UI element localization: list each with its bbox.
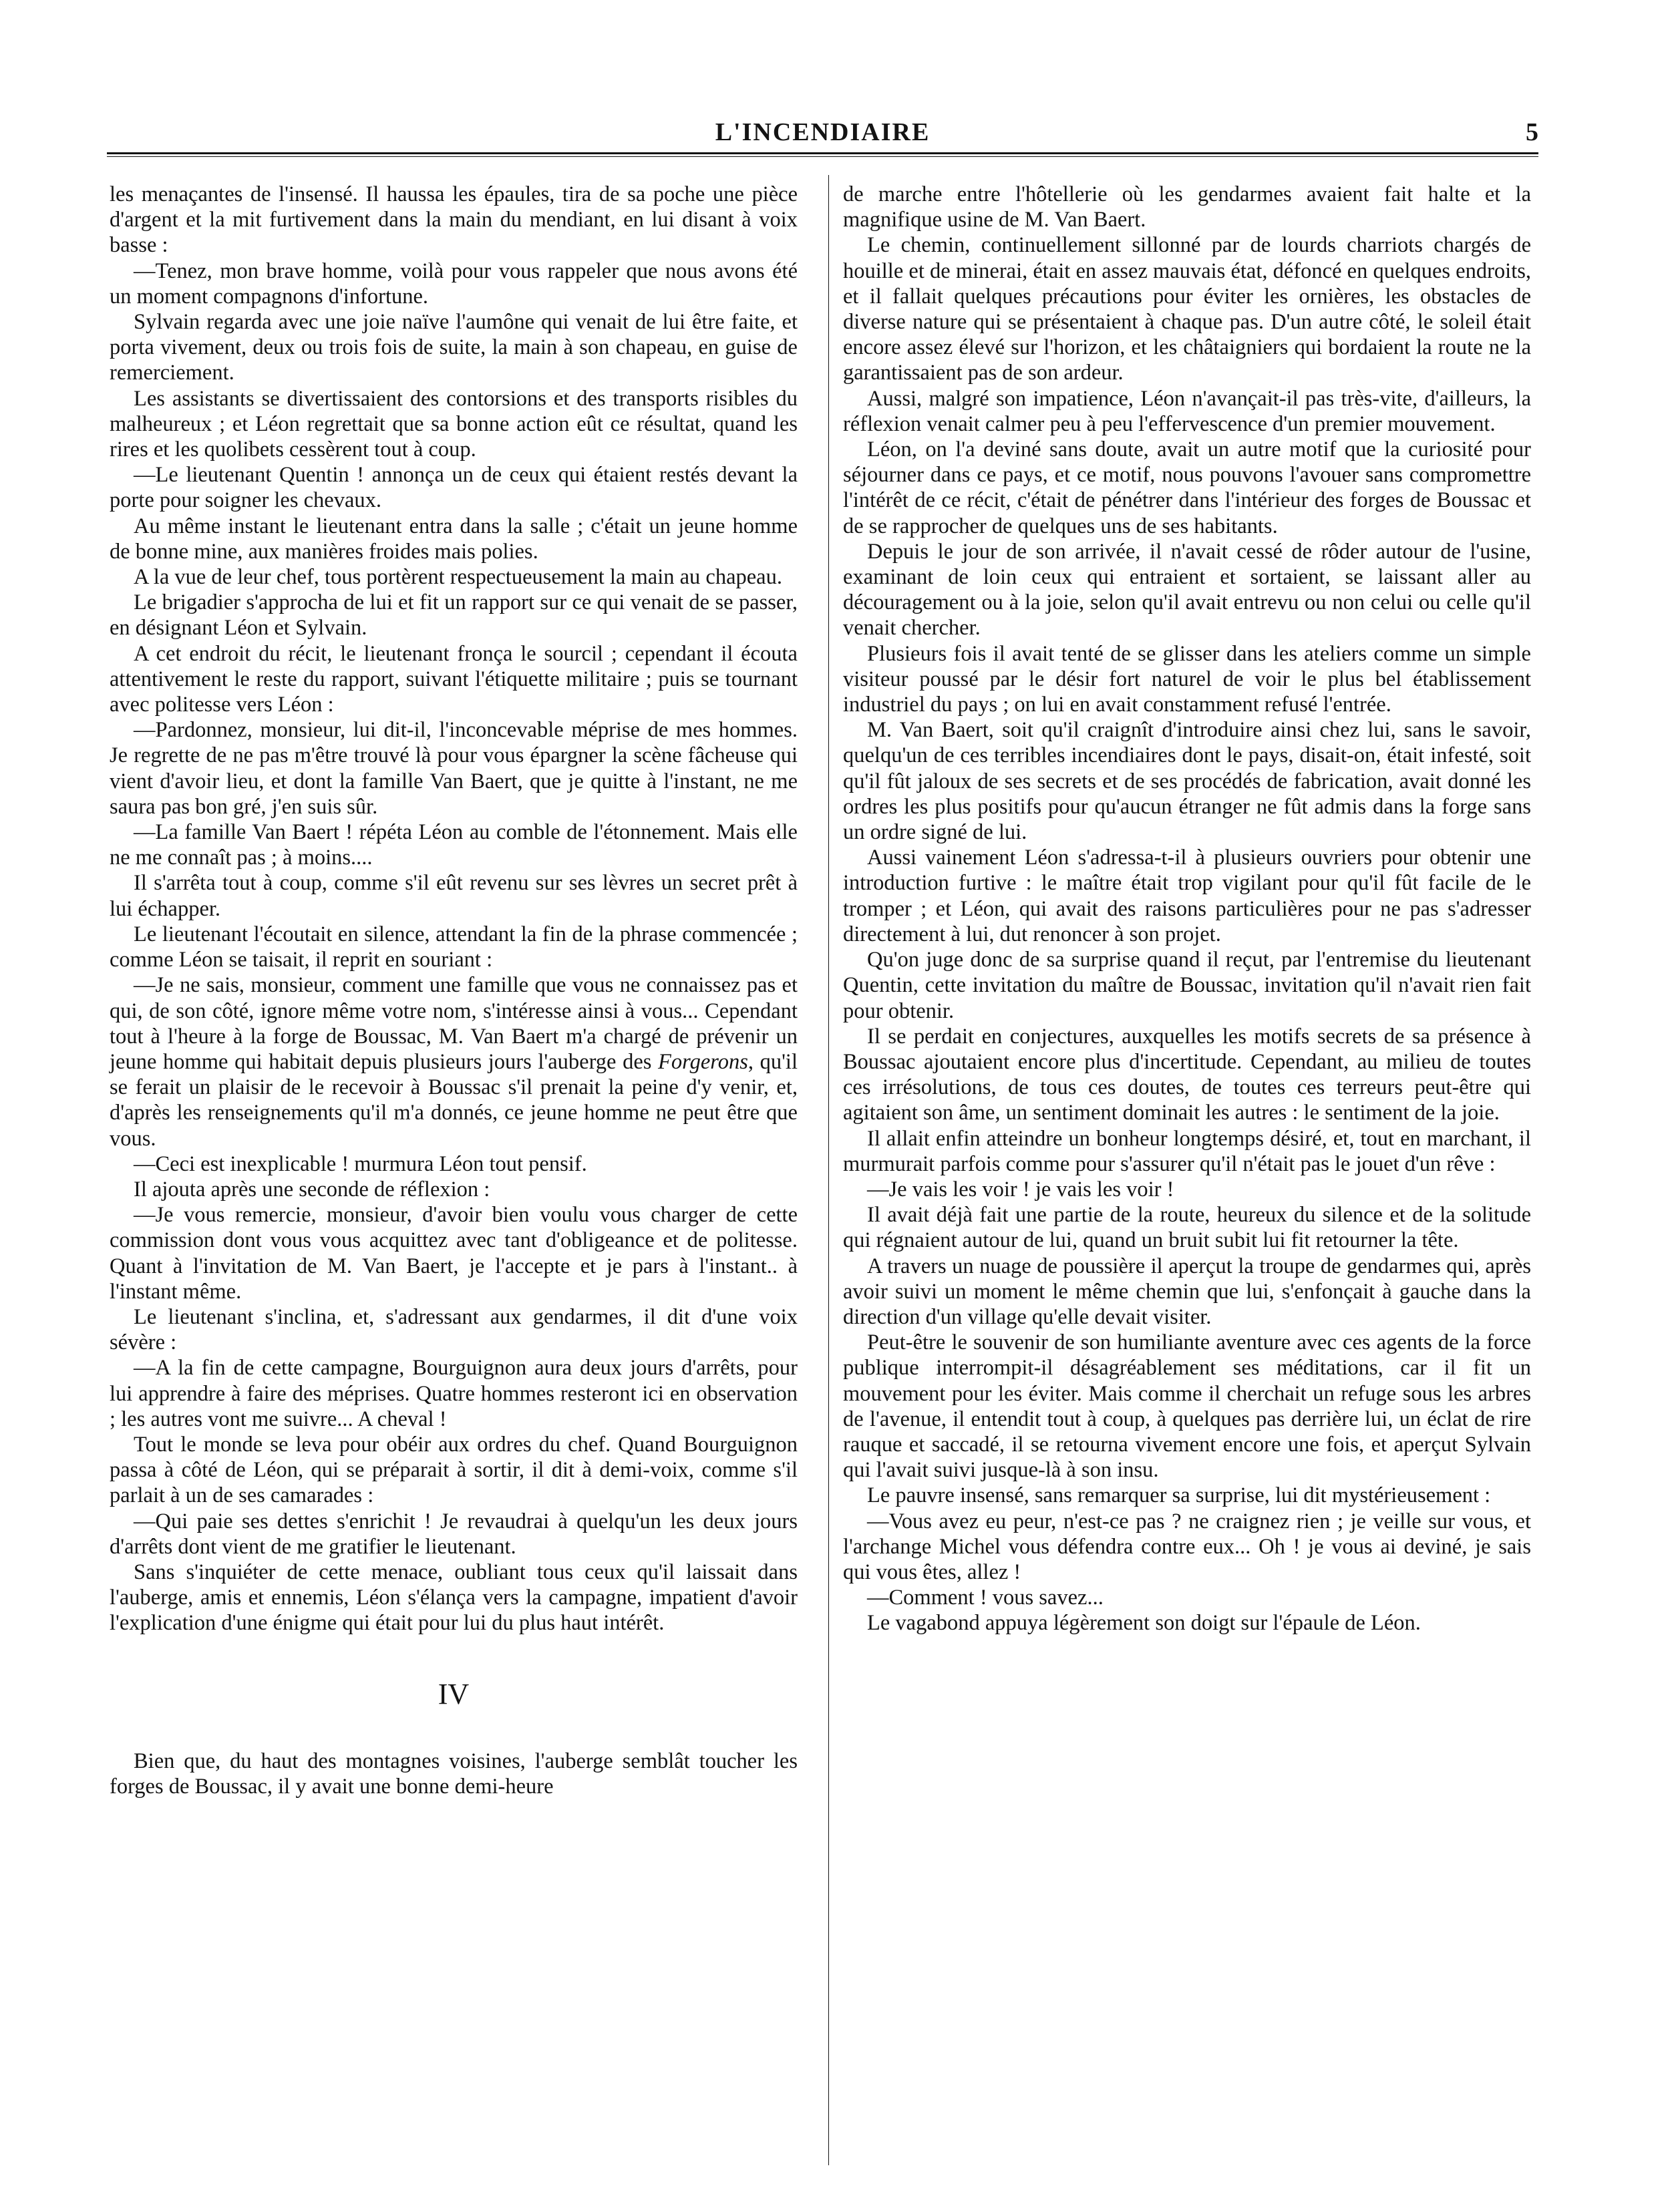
paragraph: A la vue de leur chef, tous portèrent respectueusement la main au chapeau. <box>134 565 782 590</box>
paragraph: —Ceci est inexplicable ! murmura Léon tout pensif. <box>134 1151 587 1176</box>
paragraph: A travers un nuage de poussière il aperçut la troupe de gendarmes qui, après avoir suivi un moment le même chemin que lui, s'enfonçait à gauche dans la direction d'un village qu'elle devait visiter. <box>843 1254 1531 1329</box>
paragraph: Il allait enfin atteindre un bonheur longtemps désiré, et, tout en marchant, il murmurait parfois comme pour s'assurer qu'il n'était pas le jouet d'un rêve : <box>843 1126 1531 1176</box>
paragraph: Il avait déjà fait une partie de la route, heureux du silence et de la solitude qui régnaient autour de lui, quand un bruit subit lui fit retourner la tête. <box>843 1203 1531 1253</box>
paragraph: Peut-être le souvenir de son humiliante aventure avec ces agents de la force publique interrompit-il désagréablement ses méditations, car il fit un mouvement pour les éviter. Mais comme il cherchait un refuge sous les arbres de l'avenue, il entendit tout à coup, à quelques pas derrière lui, un éclat de rire rauque et saccadé, il se retourna vivement encore une fois, et aperçut Sylvain qui l'avait suivi jusque-là à son insu. <box>843 1330 1531 1483</box>
paragraph: —A la fin de cette campagne, Bourguignon aura deux jours d'arrêts, pour lui apprendre à faire des méprises. Quatre hommes resteront ici en observation ; les autres vont me suivre... A cheval ! <box>110 1356 798 1431</box>
right-column <box>843 182 1531 1636</box>
paragraph <box>110 972 798 1151</box>
paragraph: Le brigadier s'approcha de lui et fit un rapport sur ce qui venait de se passer, en désignant Léon et Sylvain. <box>110 590 798 640</box>
paragraph: —Vous avez eu peur, n'est-ce pas ? ne craignez rien ; je veille sur vous, et l'archange Michel vous défendra contre eux... Oh ! je vous ai deviné, je sais qui vous êtes, allez ! <box>843 1509 1531 1584</box>
paragraph: —Qui paie ses dettes s'enrichit ! Je revaudrai à quelqu'un les deux jours d'arrêts dont vient de me gratifier le lieutenant. <box>110 1509 798 1559</box>
paragraph: Sylvain regarda avec une joie naïve l'aumône qui venait de lui être faite, et porta vivement, deux ou trois fois de suite, la main à son chapeau, en guise de remerciement. <box>110 310 798 385</box>
paragraph: Le chemin, continuellement sillonné par de lourds charriots chargés de houille et de minerai, était en assez mauvais état, défoncé en quelques endroits, et il fallait quelques précautions pour éviter les ornières, les obstacles de diverse nature qui se présentaient à chaque pas. D'un autre côté, le soleil était encore assez élevé sur l'horizon, et les châtaigniers qui bordaient la route ne la garantissaient pas de son ardeur. <box>843 233 1531 385</box>
paragraph: —Pardonnez, monsieur, lui dit-il, l'inconcevable méprise de mes hommes. Je regrette de ne pas m'être trouvé là pour vous épargner la scène fâcheuse qui vient d'avoir lieu, et dont la famille Van Baert, que je quitte à l'instant, ne me saura pas bon gré, j'en suis sûr. <box>110 718 798 819</box>
paragraph: —Comment ! vous savez... <box>867 1586 1104 1610</box>
left-column <box>110 182 798 1799</box>
paragraph: —Tenez, mon brave homme, voilà pour vous rappeler que nous avons été un moment compagnons d'infortune. <box>110 258 798 309</box>
paragraph: Au même instant le lieutenant entra dans la salle ; c'était un jeune homme de bonne mine, aux manières froides mais polies. <box>110 514 798 564</box>
paragraph: —Je vous remercie, monsieur, d'avoir bien voulu vous charger de cette commission dont vous vous acquittez avec tant d'obligeance et de politesse. Quant à l'invitation de M. Van Baert, je l'accepte et je pars à l'instant.. à l'instant même. <box>110 1203 798 1304</box>
paragraph: —Je vais les voir ! je vais les voir ! <box>867 1177 1174 1202</box>
paragraph: Tout le monde se leva pour obéir aux ordres du chef. Quand Bourguignon passa à côté de Léon, qui se préparait à sortir, il dit à demi-voix, comme s'il parlait à un de ses camarades : <box>110 1432 798 1508</box>
paragraph-text: —Je ne sais, monsieur, comment une famille que vous ne connaissez pas et qui, de son côté, ignore même votre nom, s'intéresse ainsi à vous... Cependant tout à l'heure à la forge de Boussac, M. Van Baert m'a chargé de prévenir un jeune homme qui habitait depuis plusieurs jours l'auberge des <box>110 973 798 1074</box>
page-header <box>107 118 1538 144</box>
paragraph: M. Van Baert, soit qu'il craignît d'introduire ainsi chez lui, sans le savoir, quelqu'un de ces terribles incendiaires dont le pays, disait-on, était infesté, soit qu'il fût jaloux de ses secrets et de ses procédés de fabrication, avait donné les ordres les plus positifs pour qu'aucun étranger ne fût admis dans la forge sans un ordre signé de lui. <box>843 718 1531 845</box>
paragraph: Le lieutenant l'écoutait en silence, attendant la fin de la phrase commencée ; comme Léon se taisait, il reprit en souriant : <box>110 922 798 972</box>
paragraph: Il ajouta après une seconde de réflexion : <box>134 1177 490 1202</box>
paragraph: Sans s'inquiéter de cette menace, oubliant tous ceux qu'il laissait dans l'auberge, amis et ennemis, Léon s'élança vers la campagne, impatient d'avoir l'explication d'une énigme qui était pour lui du plus haut intérêt. <box>110 1559 798 1636</box>
paragraph: Le vagabond appuya légèrement son doigt sur l'épaule de Léon. <box>867 1611 1421 1636</box>
chapter-heading: IV <box>438 1677 470 1710</box>
paragraph: Depuis le jour de son arrivée, il n'avait cessé de rôder autour de l'usine, examinant de loin ceux qui entraient et sortaient, se laissant aller au découragement ou à la joie, selon qu'il avait entrevu ou non celui ou celle qu'il venait chercher. <box>843 539 1531 640</box>
paragraph: Il s'arrêta tout à coup, comme s'il eût revenu sur ses lèvres un secret prêt à lui échapper. <box>110 871 798 921</box>
paragraph: —La famille Van Baert ! répéta Léon au comble de l'étonnement. Mais elle ne me connaît pas ; à moins.... <box>110 820 798 870</box>
paragraph: de marche entre l'hôtellerie où les gendarmes avaient fait halte et la magnifique usine de M. Van Baert. <box>843 182 1531 232</box>
paragraph: Léon, on l'a deviné sans doute, avait un autre motif que la curiosité pour séjourner dans ce pays, et ce motif, nous pouvons l'avouer sans compromettre l'intérêt de ce récit, c'était de pénétrer dans l'intérieur des forges de Boussac et de se rapprocher de quelques uns de ses habitants. <box>843 437 1531 538</box>
paragraph: Le pauvre insensé, sans remarquer sa surprise, lui dit mystérieusement : <box>867 1483 1491 1508</box>
paragraph: Les assistants se divertissaient des contorsions et des transports risibles du malheureux ; et Léon regrettait que sa bonne action eût ce résultat, quand les rires et les quolibets cessèrent tout à coup. <box>110 386 798 462</box>
paragraph: Le lieutenant s'inclina, et, s'adressant aux gendarmes, il dit d'une voix sévère : <box>110 1304 798 1355</box>
paragraph: Plusieurs fois il avait tenté de se glisser dans les ateliers comme un simple visiteur poussé par le désir fort naturel de voir le plus bel établissement industriel du pays ; on lui en avait constamment refusé l'entrée. <box>843 641 1531 717</box>
paragraph: Qu'on juge donc de sa surprise quand il reçut, par l'entremise du lieutenant Quentin, cette invitation du maître de Boussac, invitation qu'il n'avait rien fait pour obtenir. <box>843 948 1531 1023</box>
header-rule <box>107 152 1538 154</box>
italic-inn-name: Forgerons <box>658 1049 748 1074</box>
paragraph: Il se perdait en conjectures, auxquelles les motifs secrets de sa présence à Boussac ajoutaient encore plus d'incertitude. Cependant, au milieu de toutes ces irrésolutions, de tous ces doutes, de toutes ces terreurs peut-être qui agitaient son âme, un sentiment dominait les autres : le sentiment de la joie. <box>843 1024 1531 1125</box>
column-divider <box>828 175 829 2165</box>
paragraph: A cet endroit du récit, le lieutenant fronça le sourcil ; cependant il écouta attentivement le reste du rapport, suivant l'étiquette militaire ; puis se tournant avec politesse vers Léon : <box>110 641 798 717</box>
paragraph-text: , qu'il se ferait un plaisir de le recevoir à Boussac s'il prenait la peine d'y venir, et, d'après les renseignements qu'il m'a donnés, ce jeune homme ne peut être que vous. <box>110 1049 798 1151</box>
paragraph: Bien que, du haut des montagnes voisines, l'auberge semblât toucher les forges de Boussac, il y avait une bonne demi-heure <box>110 1748 798 1799</box>
paragraph: les menaçantes de l'insensé. Il haussa les épaules, tira de sa poche une pièce d'argent et la mit furtivement dans la main du mendiant, en lui disant à voix basse : <box>110 182 798 258</box>
running-title: L'INCENDIAIRE <box>715 118 931 146</box>
page-number: 5 <box>1526 118 1538 146</box>
paragraph: Aussi, malgré son impatience, Léon n'avançait-il pas très-vite, d'ailleurs, la réflexion venait calmer peu à peu l'effervescence d'un premier mouvement. <box>843 386 1531 436</box>
paragraph: —Le lieutenant Quentin ! annonça un de ceux qui étaient restés devant la porte pour soigner les chevaux. <box>110 463 798 513</box>
paragraph: Aussi vainement Léon s'adressa-t-il à plusieurs ouvriers pour obtenir une introduction furtive : le maître était trop vigilant pour qu'il fût facile de le tromper ; et Léon, qui avait des raisons particulières pour ne pas s'adresser directement à lui, dut renoncer à son projet. <box>843 846 1531 946</box>
header-rule-thin <box>107 156 1538 157</box>
